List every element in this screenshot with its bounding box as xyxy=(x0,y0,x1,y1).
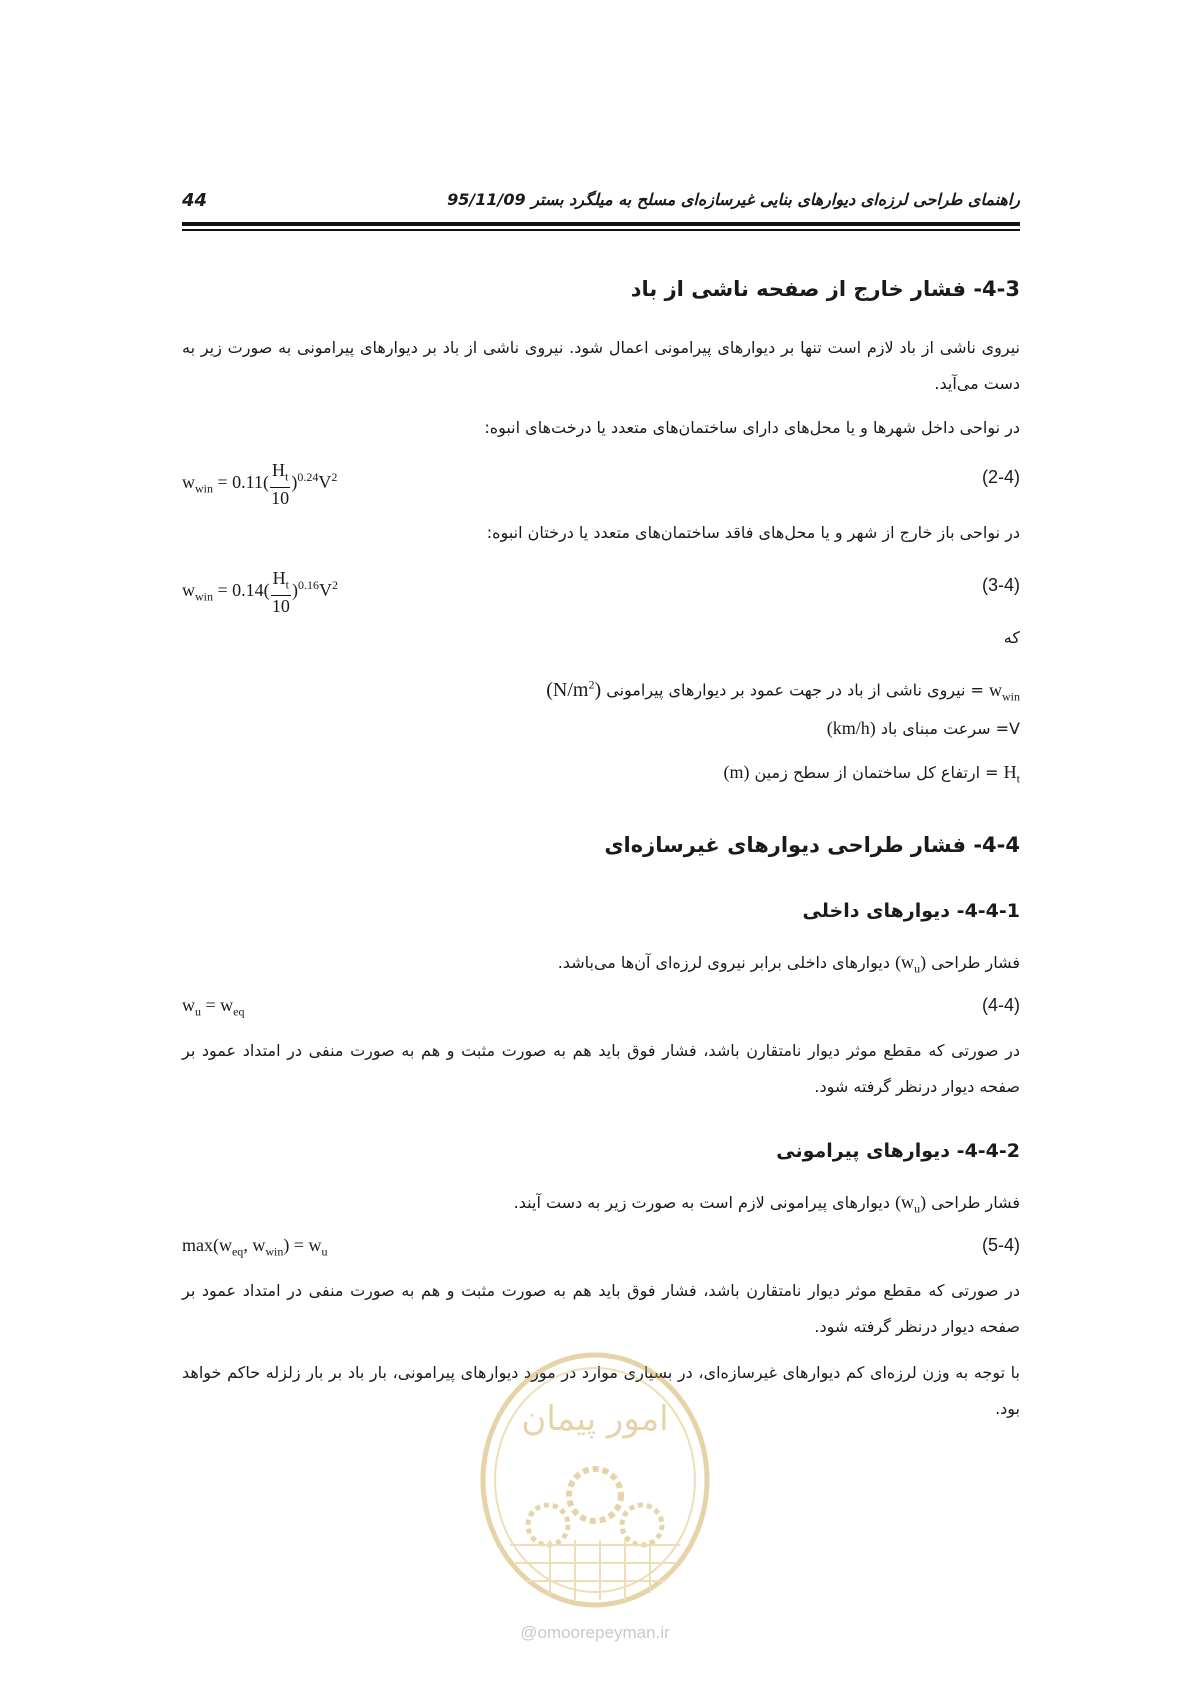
running-title xyxy=(433,190,1020,209)
watermark-logo xyxy=(470,1345,720,1615)
section-title-wind: 4-3- فشار خارج از صفحه ناشی از باد xyxy=(630,277,1020,301)
watermark xyxy=(470,1345,720,1645)
perimeter-asymmetric-paragraph: در صورتی که مقطع موثر دیوار نامتقارن باشد، فشار فوق باید هم به صورت مثبت و هم به صورت منفی در امتداد عمود بر صفحه دیوار درنظر گرفته شود. xyxy=(182,1281,1020,1336)
section-title-design-pressure: 4-4- فشار طراحی دیوارهای غیرسازه‌ای xyxy=(604,833,1020,857)
running-title-text: راهنمای طراحی لرزه‌ای دیوارهای بنایی غیرسازه‌ای مسلح به میلگرد بستر xyxy=(531,190,1020,209)
equation-number-3-4: (3-4) xyxy=(981,575,1020,595)
definition-w-win: $w_{win}$ = نیروی ناشی از باد در جهت عمود بر دیوارهای پیرامونی $(N/m^2)$ xyxy=(546,677,1020,704)
page-header xyxy=(182,188,1020,218)
equation-2-4: $w_{win} = 0.11$( $\frac{H_t}{10}$ )$^{0.24}V^2$ xyxy=(182,460,338,508)
subsection-title-interior: 4-4-1- دیوارهای داخلی xyxy=(802,900,1020,922)
watermark-url: @omoorepeyman.ir xyxy=(520,1623,670,1642)
header-rule-thin xyxy=(182,229,1020,231)
equation-5-4: $\max(w_{eq}$, $w_{win}) = w_u$ xyxy=(182,1235,328,1259)
header-date: 95/11/09 xyxy=(447,190,526,209)
equation-4-4: $w_u = w_{eq}$ xyxy=(182,995,245,1019)
subsection-title-perimeter: 4-4-2- دیوارهای پیرامونی xyxy=(776,1140,1020,1162)
urban-intro: در نواحی داخل شهرها و یا محل‌های دارای ساختمان‌های متعدد یا درخت‌های انبوه: xyxy=(484,418,1020,437)
header-rule-thick xyxy=(182,222,1020,226)
wind-governs-paragraph: با توجه به وزن لرزه‌ای کم دیوارهای غیرسازه‌ای، در بسیاری موارد در مورد دیوارهای پیرامونی، بار باد بر بار زلزله حاکم خواهد بود. xyxy=(182,1363,1020,1418)
equation-3-4: $w_{win} = 0.14$( $\frac{H_t}{10}$ )$^{0.16}V^2$ xyxy=(182,568,338,616)
equation-number-4-4: (4-4) xyxy=(981,995,1020,1015)
equation-number-2-4: (2-4) xyxy=(981,467,1020,487)
interior-asymmetric-paragraph: در صورتی که مقطع موثر دیوار نامتقارن باشد، فشار فوق باید هم به صورت مثبت و هم به صورت منفی در امتداد عمود بر صفحه دیوار درنظر گرفته شود. xyxy=(182,1041,1020,1096)
perimeter-paragraph: فشار طراحی $(w_u)$ دیوارهای پیرامونی لازم است به صورت زیر به دست آیند. xyxy=(513,1192,1020,1216)
definition-v: V= سرعت مبنای باد (km/h) xyxy=(826,718,1020,738)
open-area-intro: در نواحی باز خارج از شهر و یا محل‌های فاقد ساختمان‌های متعدد یا درختان انبوه: xyxy=(486,523,1020,542)
wind-paragraph: نیروی ناشی از باد لازم است تنها بر دیوارهای پیرامونی اعمال شود. نیروی ناشی از باد بر دیوارهای پیرامونی به صورت زیر به دست می‌آید. xyxy=(182,338,1020,393)
page-number: 44 xyxy=(182,190,208,211)
definition-ht: $H_t$ = ارتفاع کل ساختمان از سطح زمین (m) xyxy=(723,762,1020,786)
equation-number-5-4: (5-4) xyxy=(981,1235,1020,1255)
where-label: که xyxy=(1003,628,1020,647)
svg-text:امور پیمان: امور پیمان xyxy=(521,1399,669,1439)
interior-paragraph: فشار طراحی $(w_u)$ دیوارهای داخلی برابر نیروی لرزه‌ای آن‌ها می‌باشد. xyxy=(557,952,1020,976)
